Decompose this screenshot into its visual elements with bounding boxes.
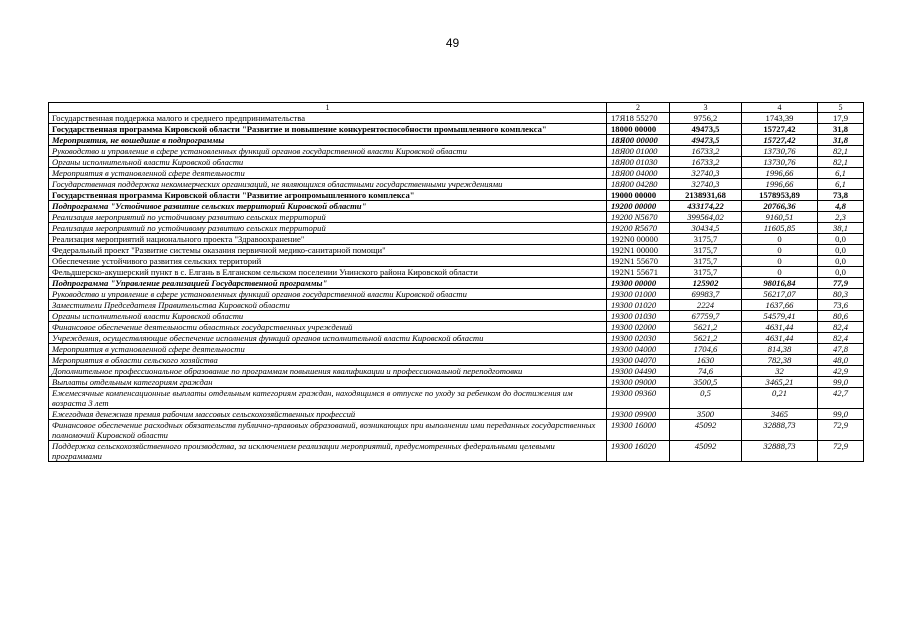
row-code-cell: 192N1 00000 — [607, 245, 670, 256]
row-planned-cell: 69983,7 — [670, 289, 742, 300]
row-executed-cell: 0,21 — [742, 388, 818, 409]
table-row — [49, 289, 864, 300]
row-executed-cell: 32888,73 — [742, 420, 818, 441]
table-row — [49, 168, 864, 179]
row-executed-cell: 0 — [742, 267, 818, 278]
table-row — [49, 441, 864, 462]
row-percent-cell: 73,6 — [818, 300, 864, 311]
row-planned-cell: 433174,22 — [670, 201, 742, 212]
row-percent-cell: 6,1 — [818, 168, 864, 179]
row-code-cell: 19300 16000 — [607, 420, 670, 441]
row-planned-cell: 16733,2 — [670, 157, 742, 168]
table-row — [49, 366, 864, 377]
row-planned-cell: 1630 — [670, 355, 742, 366]
row-executed-cell: 3465 — [742, 409, 818, 420]
row-planned-cell: 3175,7 — [670, 245, 742, 256]
row-executed-cell: 0 — [742, 245, 818, 256]
row-code-cell: 19300 01020 — [607, 300, 670, 311]
row-percent-cell: 80,3 — [818, 289, 864, 300]
row-executed-cell: 15727,42 — [742, 124, 818, 135]
table-row — [49, 135, 864, 146]
row-percent-cell: 0,0 — [818, 234, 864, 245]
row-executed-cell: 3465,21 — [742, 377, 818, 388]
table-row — [49, 311, 864, 322]
budget-table — [48, 102, 864, 462]
row-executed-cell: 32888,73 — [742, 441, 818, 462]
row-name-cell: Федеральный проект "Развитие системы оказания первичной медико-санитарной помощи" — [49, 245, 607, 256]
row-percent-cell: 31,8 — [818, 135, 864, 146]
row-code-cell: 19300 09900 — [607, 409, 670, 420]
row-planned-cell: 3175,7 — [670, 267, 742, 278]
row-planned-cell: 1704,6 — [670, 344, 742, 355]
table-row — [49, 344, 864, 355]
table-row — [49, 113, 864, 124]
table-row — [49, 322, 864, 333]
row-percent-cell: 82,1 — [818, 146, 864, 157]
row-planned-cell: 32740,3 — [670, 179, 742, 190]
row-name-cell: Реализация мероприятий национального проекта "Здравоохранение" — [49, 234, 607, 245]
row-planned-cell: 49473,5 — [670, 124, 742, 135]
table-row — [49, 212, 864, 223]
row-code-cell: 19300 16020 — [607, 441, 670, 462]
row-name-cell: Ежегодная денежная премия рабочим массовых сельскохозяйственных профессий — [49, 409, 607, 420]
row-planned-cell: 3500,5 — [670, 377, 742, 388]
row-name-cell: Обеспечение устойчивого развития сельских территорий — [49, 256, 607, 267]
row-percent-cell: 99,0 — [818, 377, 864, 388]
row-code-cell: 19200 00000 — [607, 201, 670, 212]
row-code-cell: 19000 00000 — [607, 190, 670, 201]
row-percent-cell: 82,1 — [818, 157, 864, 168]
column-header: 4 — [742, 103, 818, 113]
row-code-cell: 19300 04070 — [607, 355, 670, 366]
row-name-cell: Финансовое обеспечение деятельности областных государственных учреждений — [49, 322, 607, 333]
row-code-cell: 192N0 00000 — [607, 234, 670, 245]
row-name-cell: Мероприятия в установленной сфере деятельности — [49, 344, 607, 355]
row-executed-cell: 20766,36 — [742, 201, 818, 212]
row-name-cell: Органы исполнительной власти Кировской области — [49, 157, 607, 168]
row-name-cell: Реализация мероприятий по устойчивому развитию сельских территорий — [49, 212, 607, 223]
row-name-cell: Руководство и управление в сфере установленных функций органов государственной власти Кировской области — [49, 289, 607, 300]
row-planned-cell: 45092 — [670, 420, 742, 441]
row-percent-cell: 80,6 — [818, 311, 864, 322]
row-code-cell: 18Я00 04280 — [607, 179, 670, 190]
row-code-cell: 19300 09360 — [607, 388, 670, 409]
table-row — [49, 201, 864, 212]
row-percent-cell: 42,7 — [818, 388, 864, 409]
row-planned-cell: 30434,5 — [670, 223, 742, 234]
page-number: 49 — [445, 36, 460, 50]
row-percent-cell: 82,4 — [818, 333, 864, 344]
row-executed-cell: 56217,07 — [742, 289, 818, 300]
row-code-cell: 19300 04000 — [607, 344, 670, 355]
row-executed-cell: 0 — [742, 256, 818, 267]
row-name-cell: Государственная программа Кировской области "Развитие агропромышленного комплекса" — [49, 190, 607, 201]
row-name-cell: Подпрограмма "Управление реализацией Государственной программы" — [49, 278, 607, 289]
row-name-cell: Мероприятия в области сельского хозяйства — [49, 355, 607, 366]
row-name-cell: Дополнительное профессиональное образование по программам повышения квалификации и профессиональной переподготовки — [49, 366, 607, 377]
row-percent-cell: 31,8 — [818, 124, 864, 135]
row-name-cell: Ежемесячные компенсационные выплаты отдельным категориям граждан, находящимся в отпуске по уходу за ребенком до достижения им возраста 3 лет — [49, 388, 607, 409]
row-percent-cell: 0,0 — [818, 245, 864, 256]
row-code-cell: 192N1 55670 — [607, 256, 670, 267]
row-executed-cell: 54579,41 — [742, 311, 818, 322]
row-code-cell: 19300 04490 — [607, 366, 670, 377]
table-row — [49, 146, 864, 157]
table-row — [49, 157, 864, 168]
row-executed-cell: 4631,44 — [742, 322, 818, 333]
row-code-cell: 18Я00 00000 — [607, 135, 670, 146]
row-executed-cell: 1743,39 — [742, 113, 818, 124]
row-name-cell: Подпрограмма "Устойчивое развитие сельских территорий Кировской области" — [49, 201, 607, 212]
row-percent-cell: 2,3 — [818, 212, 864, 223]
table-row — [49, 267, 864, 278]
table-row — [49, 333, 864, 344]
table-row — [49, 256, 864, 267]
row-name-cell: Финансовое обеспечение расходных обязательств публично-правовых образований, возникающих при выполнении ими переданных государственных полномочий Кировской области — [49, 420, 607, 441]
row-percent-cell: 6,1 — [818, 179, 864, 190]
row-planned-cell: 45092 — [670, 441, 742, 462]
row-percent-cell: 99,0 — [818, 409, 864, 420]
row-executed-cell: 11605,85 — [742, 223, 818, 234]
row-percent-cell: 48,0 — [818, 355, 864, 366]
row-name-cell: Руководство и управление в сфере установленных функций органов государственной власти Кировской области — [49, 146, 607, 157]
row-planned-cell: 0,5 — [670, 388, 742, 409]
row-executed-cell: 13730,76 — [742, 157, 818, 168]
row-planned-cell: 3500 — [670, 409, 742, 420]
row-code-cell: 19300 01030 — [607, 311, 670, 322]
row-percent-cell: 47,8 — [818, 344, 864, 355]
row-percent-cell: 38,1 — [818, 223, 864, 234]
row-code-cell: 19300 02030 — [607, 333, 670, 344]
row-code-cell: 19300 09000 — [607, 377, 670, 388]
row-percent-cell: 72,9 — [818, 420, 864, 441]
row-planned-cell: 49473,5 — [670, 135, 742, 146]
row-percent-cell: 0,0 — [818, 267, 864, 278]
table-row — [49, 278, 864, 289]
row-planned-cell: 399564,02 — [670, 212, 742, 223]
row-planned-cell: 2224 — [670, 300, 742, 311]
row-executed-cell: 9160,51 — [742, 212, 818, 223]
row-planned-cell: 5621,2 — [670, 333, 742, 344]
row-planned-cell: 125902 — [670, 278, 742, 289]
row-executed-cell: 15727,42 — [742, 135, 818, 146]
row-percent-cell: 72,9 — [818, 441, 864, 462]
table-row — [49, 377, 864, 388]
column-header: 3 — [670, 103, 742, 113]
row-percent-cell: 77,9 — [818, 278, 864, 289]
row-code-cell: 19300 02000 — [607, 322, 670, 333]
row-name-cell: Органы исполнительной власти Кировской области — [49, 311, 607, 322]
row-executed-cell: 1996,66 — [742, 168, 818, 179]
row-executed-cell: 98016,84 — [742, 278, 818, 289]
row-code-cell: 17Я18 55270 — [607, 113, 670, 124]
row-executed-cell: 32 — [742, 366, 818, 377]
row-planned-cell: 9756,2 — [670, 113, 742, 124]
table-row — [49, 355, 864, 366]
row-name-cell: Государственная поддержка малого и среднего предпринимательства — [49, 113, 607, 124]
row-planned-cell: 16733,2 — [670, 146, 742, 157]
table-row — [49, 223, 864, 234]
row-name-cell: Мероприятия, не вошедшие в подпрограммы — [49, 135, 607, 146]
row-code-cell: 18Я00 01030 — [607, 157, 670, 168]
row-percent-cell: 82,4 — [818, 322, 864, 333]
table-row — [49, 300, 864, 311]
row-executed-cell: 0 — [742, 234, 818, 245]
row-code-cell: 19300 00000 — [607, 278, 670, 289]
row-code-cell: 19200 N5670 — [607, 212, 670, 223]
row-planned-cell: 2138931,68 — [670, 190, 742, 201]
row-executed-cell: 814,38 — [742, 344, 818, 355]
row-code-cell: 18Я00 01000 — [607, 146, 670, 157]
row-planned-cell: 74,6 — [670, 366, 742, 377]
row-name-cell: Поддержка сельскохозяйственного производства, за исключением реализации мероприятий, предусмотренных федеральными целевыми программами — [49, 441, 607, 462]
table-row — [49, 190, 864, 201]
row-name-cell: Государственная программа Кировской области "Развитие и повышение конкурентоспособности промышленного комплекса" — [49, 124, 607, 135]
row-percent-cell: 17,9 — [818, 113, 864, 124]
row-planned-cell: 3175,7 — [670, 234, 742, 245]
row-executed-cell: 13730,76 — [742, 146, 818, 157]
row-percent-cell: 73,8 — [818, 190, 864, 201]
row-name-cell: Заместители Председателя Правительства Кировской области — [49, 300, 607, 311]
row-planned-cell: 32740,3 — [670, 168, 742, 179]
row-percent-cell: 42,9 — [818, 366, 864, 377]
table-row — [49, 234, 864, 245]
row-executed-cell: 4631,44 — [742, 333, 818, 344]
row-code-cell: 18Я00 04000 — [607, 168, 670, 179]
table-row — [49, 245, 864, 256]
row-name-cell: Государственная поддержка некоммерческих организаций, не являющихся областными государственными учреждениями — [49, 179, 607, 190]
row-name-cell: Мероприятия в установленной сфере деятельности — [49, 168, 607, 179]
row-code-cell: 192N1 55671 — [607, 267, 670, 278]
row-planned-cell: 67759,7 — [670, 311, 742, 322]
table-row — [49, 124, 864, 135]
row-name-cell: Учреждения, осуществляющие обеспечение исполнения функций органов исполнительной власти Кировской области — [49, 333, 607, 344]
row-planned-cell: 5621,2 — [670, 322, 742, 333]
row-name-cell: Реализация мероприятий по устойчивому развитию сельских территорий — [49, 223, 607, 234]
table-row — [49, 409, 864, 420]
column-header: 2 — [607, 103, 670, 113]
table-row — [49, 388, 864, 409]
row-executed-cell: 1578953,89 — [742, 190, 818, 201]
row-code-cell: 19200 R5670 — [607, 223, 670, 234]
table-row — [49, 179, 864, 190]
row-executed-cell: 782,38 — [742, 355, 818, 366]
row-name-cell: Выплаты отдельным категориям граждан — [49, 377, 607, 388]
table-row — [49, 420, 864, 441]
row-percent-cell: 4,8 — [818, 201, 864, 212]
column-header: 5 — [818, 103, 864, 113]
row-planned-cell: 3175,7 — [670, 256, 742, 267]
row-code-cell: 18000 00000 — [607, 124, 670, 135]
row-code-cell: 19300 01000 — [607, 289, 670, 300]
row-percent-cell: 0,0 — [818, 256, 864, 267]
row-executed-cell: 1996,66 — [742, 179, 818, 190]
column-header: 1 — [49, 103, 607, 113]
row-executed-cell: 1637,66 — [742, 300, 818, 311]
row-name-cell: Фельдшерско-акушерский пункт в с. Елгань в Елганском сельском поселении Унинского района Кировской области — [49, 267, 607, 278]
table-header-row — [49, 103, 864, 113]
